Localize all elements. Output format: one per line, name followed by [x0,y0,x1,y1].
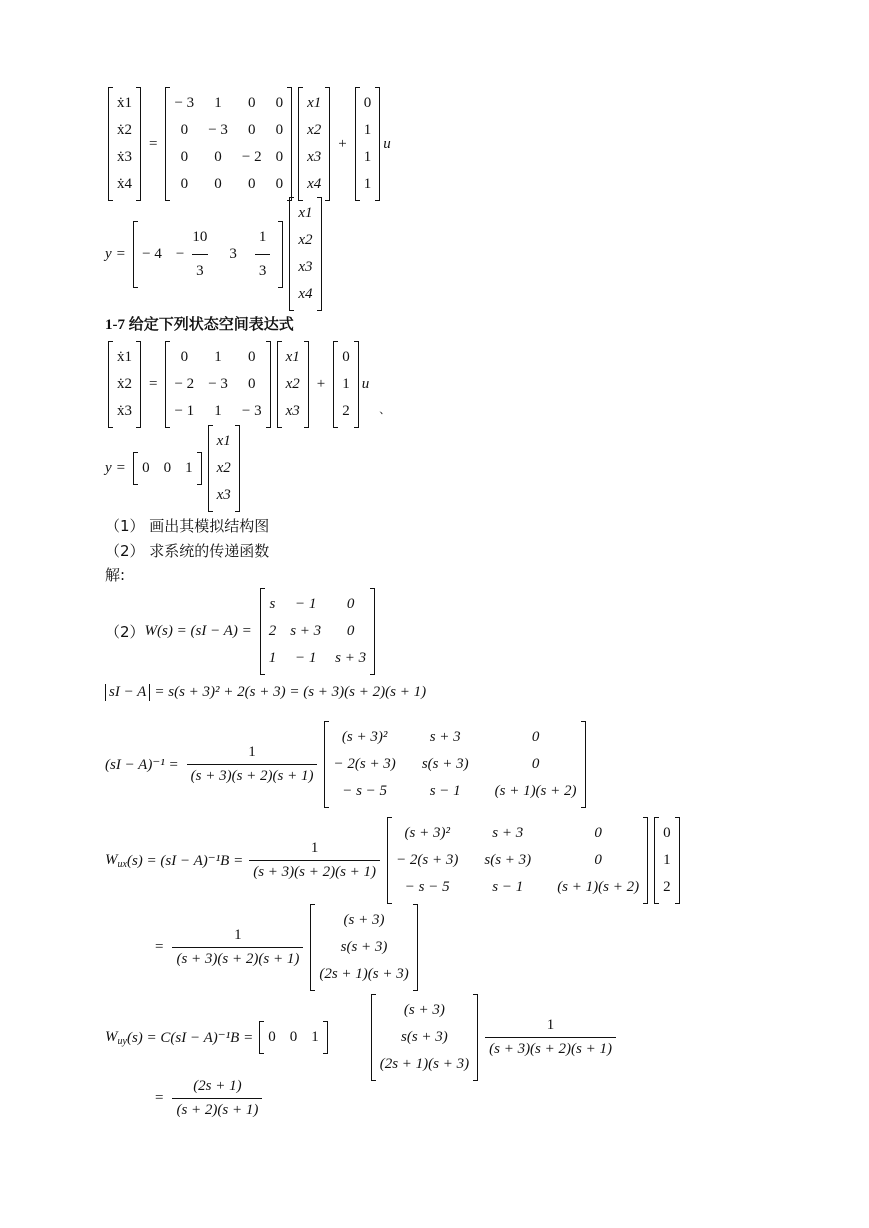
sI-A-equation: （2） W(s) = (sI − A) = s − 1 0 2 s + 3 0 1 − 1 s + 3 [105,589,378,674]
item-2: （2） 求系统的传递函数 [105,542,270,560]
matrix-A: − 3 1 0 0 0 − 3 0 0 0 0 − 2 0 0 0 0 0 [165,88,292,200]
Wux-result: = $\frac{1}{(s + 3)(s + 2)(s + 1)}$ (s + 3) s(s + 3) (2s + 1)(s + 3) [150,905,421,990]
state-equation-2: ẋ1 ẋ2 ẋ3 = 0 1 0 − 2 − 3 0 − 1 1 − 3 x1 x2 x3 + 0 1 2 u 、 [105,342,390,427]
output-equation-2: y = 0 0 1 x1 x2 x3 [105,426,243,511]
inverse-equation: (sI − A)⁻¹ = $\frac{1}{(s + 3)(s + 2)(s + 1)}$ (s + 3)² s + 3 0 − 2(s + 3) s(s + 3) 0 − s − 5 s − 1 (s + 1)(s + 2) [105,722,589,807]
state-equation-1: ẋ1 ẋ2 ẋ3 ẋ4 = − 3 1 0 0 0 − 3 0 0 0 0 − 2 0 0 0 0 0 x1 x2 x3 x4 + 0 1 1 1 u [105,88,391,200]
x-vector-3: x1 x2 x3 [277,342,309,427]
determinant-equation: sI − A = s(s + 3)² + 2(s + 3) = (s + 3)(s + 2)(s + 1) [105,684,426,701]
matrix-C-2: 0 0 1 [133,453,202,484]
matrix-C-3: 0 0 1 [259,1022,328,1053]
adjugate-matrix: (s + 3)² s + 3 0 − 2(s + 3) s(s + 3) 0 − s − 5 s − 1 (s + 1)(s + 2) [324,722,585,807]
Wuy-equation: $W_{uy}$ (s) = C(sI − A)⁻¹B = 0 0 1 (s + 3) s(s + 3) (2s + 1)(s + 3) $\frac{1}{(s + 3)(s + 2)(s + 1)}$ [105,995,620,1080]
matrix-B-2: 0 1 2 [333,342,359,427]
xdot-vector: ẋ1 ẋ2 ẋ3 ẋ4 [108,88,141,200]
matrix-B-3: 0 1 2 [654,818,680,903]
matrix-B: 0 1 1 1 [355,88,381,200]
final-result: = $\frac{(2s + 1)}{(s + 2)(s + 1)}$ [150,1078,266,1119]
adjugate-matrix-2: (s + 3)² s + 3 0 − 2(s + 3) s(s + 3) 0 − s − 5 s − 1 (s + 1)(s + 2) [387,818,648,903]
x-vector: x1 x2 x3 x4 [298,88,330,200]
Wuy-vector: (s + 3) s(s + 3) (2s + 1)(s + 3) [371,995,478,1080]
x-vector-2: x1 x2 x3 x4 [289,198,321,310]
sI-A-matrix: s − 1 0 2 s + 3 0 1 − 1 s + 3 [260,589,375,674]
solution-label: 解: [105,566,126,584]
matrix-C: − 4 − $\frac{10}{3}$ 3 $\frac{1}{3}$ [133,222,283,287]
x-vector-4: x1 x2 x3 [208,426,240,511]
problem-title: 1-7 给定下列状态空间表达式 [105,317,294,333]
output-equation-1: y = − 4 − $\frac{10}{3}$ 3 $\frac{1}{3}$ x1 x2 x3 x4 [105,198,325,310]
xdot-vector-2: ẋ1 ẋ2 ẋ3 [108,342,141,427]
matrix-A-2: 0 1 0 − 2 − 3 0 − 1 1 − 3 [165,342,270,427]
item-1: （1） 画出其模拟结构图 [105,517,270,535]
Wux-vector: (s + 3) s(s + 3) (2s + 1)(s + 3) [310,905,417,990]
Wux-equation: $W_{ux}$ (s) = (sI − A)⁻¹B = $\frac{1}{(s + 3)(s + 2)(s + 1)}$ (s + 3)² s + 3 0 − 2(s + 3) s(s + 3) 0 − s − 5 s − 1 (s + 1)(s + 2) 0 1 2 [105,818,683,903]
